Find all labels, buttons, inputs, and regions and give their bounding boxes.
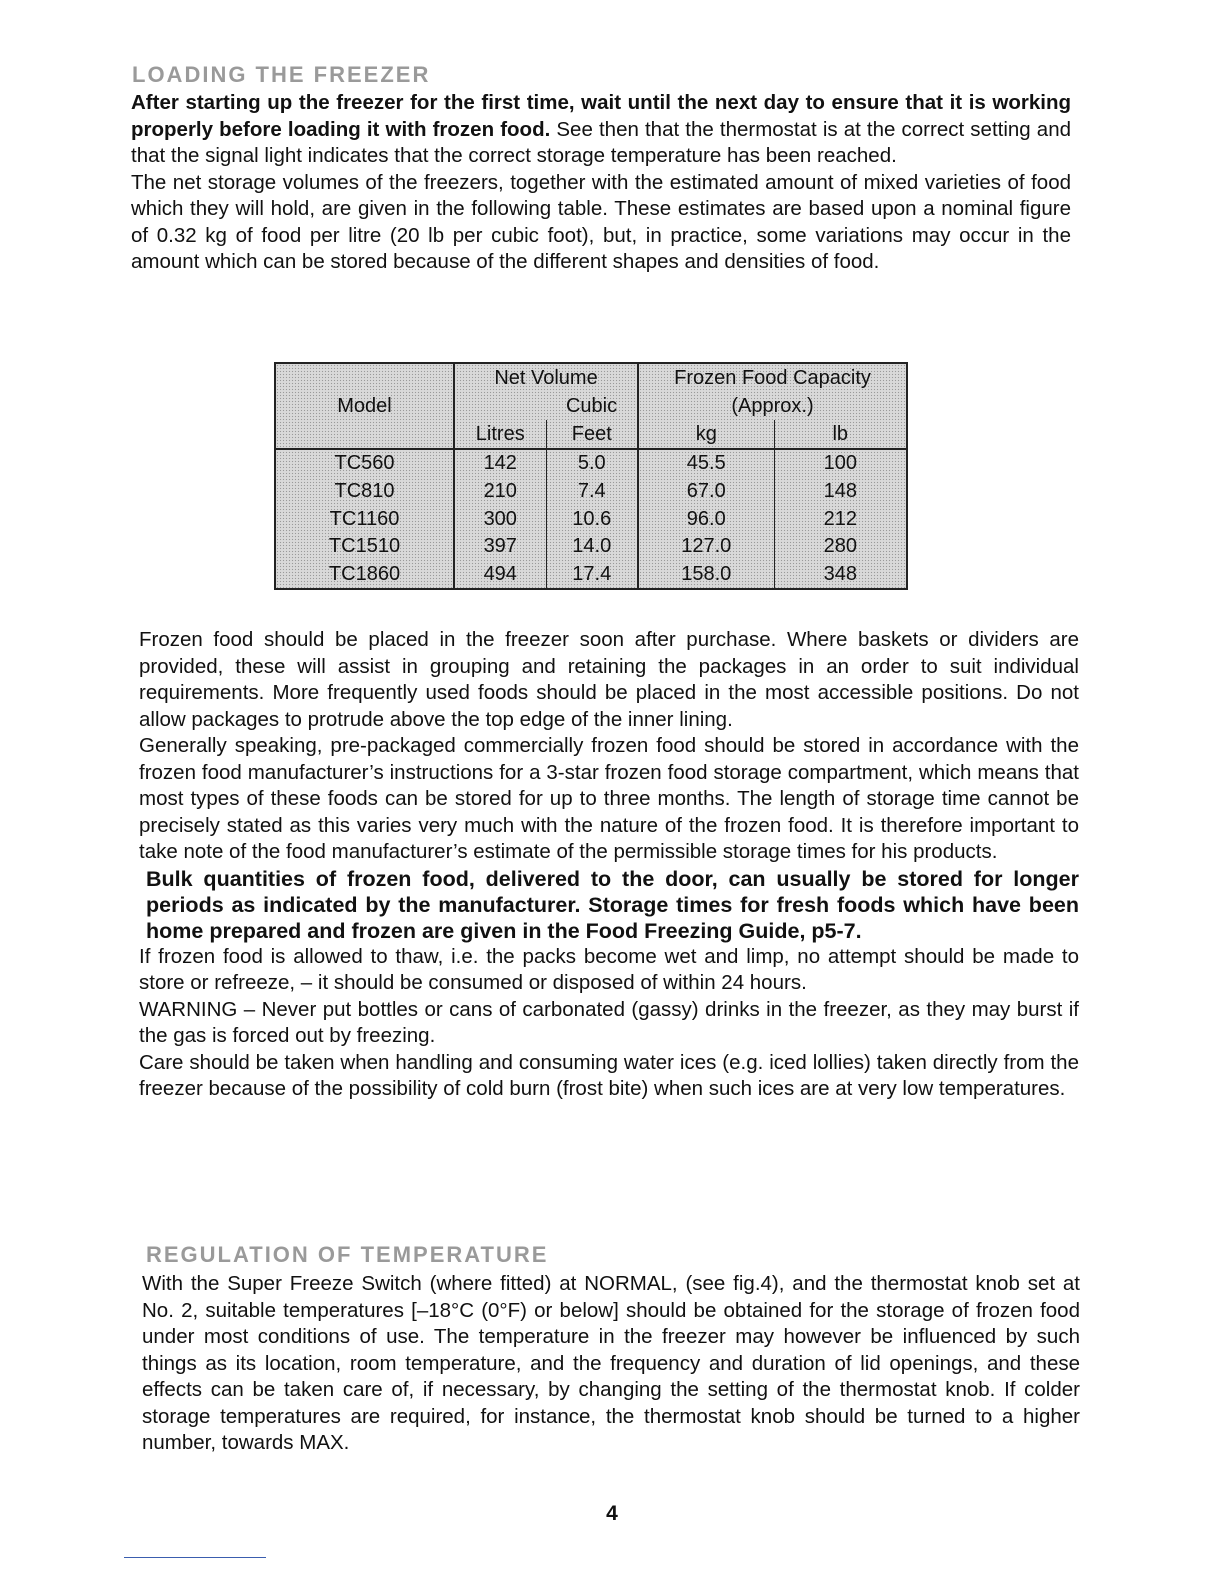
cell-litres: 142 <box>454 449 546 478</box>
cell-kg: 67.0 <box>638 478 774 506</box>
header-kg: kg <box>638 420 774 449</box>
cell-lb: 100 <box>823 452 857 475</box>
cell-model: TC1160 <box>276 505 454 533</box>
cell-kg: 96.0 <box>638 505 774 533</box>
header-litres: Litres <box>454 420 546 449</box>
section-temperature-text <box>142 1271 1080 1457</box>
header-cubic: Cubic <box>546 392 638 420</box>
page-number: 4 <box>606 1502 618 1525</box>
cell-model: TC810 <box>276 478 454 506</box>
header-capacity: Frozen Food Capacity <box>674 366 871 389</box>
cell-model: TC560 <box>276 449 454 478</box>
section-placement-text <box>139 627 1079 1103</box>
cell-model: TC1510 <box>276 533 454 561</box>
cell-feet: 10.6 <box>546 505 638 533</box>
cell-feet: 17.4 <box>546 560 638 588</box>
header-lb: lb <box>774 420 906 449</box>
table-row <box>276 560 906 588</box>
section-heading-loading: LOADING THE FREEZER <box>132 62 431 87</box>
cell-lb: 280 <box>823 535 857 558</box>
paragraph-storage-times: Generally speaking, pre-packaged commercially frozen food should be stored in accordance with the frozen food manufacturer’s instructions for a 3-star frozen food storage compartment, which means that most types of these foods can be stored for up to three months. The length of storage time cannot be precisely stated as this varies very much with the nature of the frozen food. It is therefore important to take note of the food manufacturer’s estimate of the permissible storage times for his products. <box>139 734 1079 863</box>
cell-kg: 158.0 <box>638 560 774 588</box>
cell-litres: 494 <box>454 560 546 588</box>
cell-kg: 45.5 <box>638 449 774 478</box>
header-blank <box>454 392 546 420</box>
intro-bold-text: After starting up the freezer for the first time, wait until the next day to ensure that it is working properly before loading it with frozen food. <box>131 91 1071 141</box>
table-row <box>276 478 906 506</box>
paragraph-intro <box>131 90 1071 170</box>
header-model: Model <box>276 364 454 449</box>
capacity-table <box>274 362 908 590</box>
header-feet: Feet <box>546 420 638 449</box>
paragraph-temperature: With the Super Freeze Switch (where fitted) at NORMAL, (see fig.4), and the thermostat knob set at No. 2, suitable temperatures [–18°C (0°F) or below] should be obtained for the storage of frozen food under most conditions of use. The temperature in the freezer may however be influenced by such things as its location, room temperature, and the frequency and duration of lid openings, and these effects can be taken care of, if necessary, by changing the setting of the thermostat knob. If colder storage temperatures are required, for instance, the thermostat knob should be turned to a higher number, towards MAX. <box>142 1272 1080 1454</box>
paragraph-thaw: If frozen food is allowed to thaw, i.e. the packs become wet and limp, no attempt should be made to store or refreeze, – it should be consumed or disposed of within 24 hours. <box>139 944 1079 994</box>
intro-rest-text: See then that the thermostat is at the correct setting and that the signal light indicates that the correct storage temperature has been reached. <box>131 117 1071 167</box>
footer-rule <box>124 1557 266 1558</box>
cell-lb: 148 <box>823 479 857 502</box>
section-heading-temperature: REGULATION OF TEMPERATURE <box>146 1242 549 1267</box>
paragraph-water-ices: Care should be taken when handling and consuming water ices (e.g. iced lollies) taken directly from the freezer because of the possibility of cold burn (frost bite) when such ices are at very low temperatures. <box>139 1050 1079 1100</box>
paragraph-storage-volumes: The net storage volumes of the freezers, together with the estimated amount of mixed varieties of food which they will hold, are given in the following table. These estimates are based upon a nominal figure of 0.32 kg of food per litre (20 lb per cubic foot), but, in practice, some variations may occur in the amount which can be stored because of the different shapes and densities of food. <box>131 170 1071 273</box>
table-row <box>276 505 906 533</box>
paragraph-placement: Frozen food should be placed in the freezer soon after purchase. Where baskets or dividers are provided, these will assist in grouping and retaining the packages in an order to suit individual requirements. More frequently used foods should be placed in the most accessible positions. Do not allow packages to protrude above the top edge of the inner lining. <box>139 628 1079 731</box>
header-net-volume: Net Volume <box>454 364 638 392</box>
cell-litres: 210 <box>454 478 546 506</box>
capacity-table-grid <box>276 364 906 588</box>
cell-litres: 300 <box>454 505 546 533</box>
table-row <box>276 449 906 478</box>
cell-model: TC1860 <box>276 560 454 588</box>
cell-lb: 348 <box>823 562 857 585</box>
cell-feet: 7.4 <box>546 478 638 506</box>
cell-kg: 127.0 <box>638 533 774 561</box>
header-approx: (Approx.) <box>731 394 814 417</box>
section-loading-text <box>131 90 1071 276</box>
paragraph-bulk-quantities: Bulk quantities of frozen food, delivered to the door, can usually be stored for longer periods as indicated by the manufacturer. Storage times for fresh foods which have been home prepared and frozen are given in the Food Freezing Guide, p5-7. <box>146 866 1079 943</box>
cell-litres: 397 <box>454 533 546 561</box>
table-row <box>276 533 906 561</box>
paragraph-warning: WARNING – Never put bottles or cans of carbonated (gassy) drinks in the freezer, as they may burst if the gas is forced out by freezing. <box>139 997 1079 1047</box>
cell-lb: 212 <box>823 507 857 530</box>
cell-feet: 5.0 <box>546 449 638 478</box>
cell-feet: 14.0 <box>546 533 638 561</box>
